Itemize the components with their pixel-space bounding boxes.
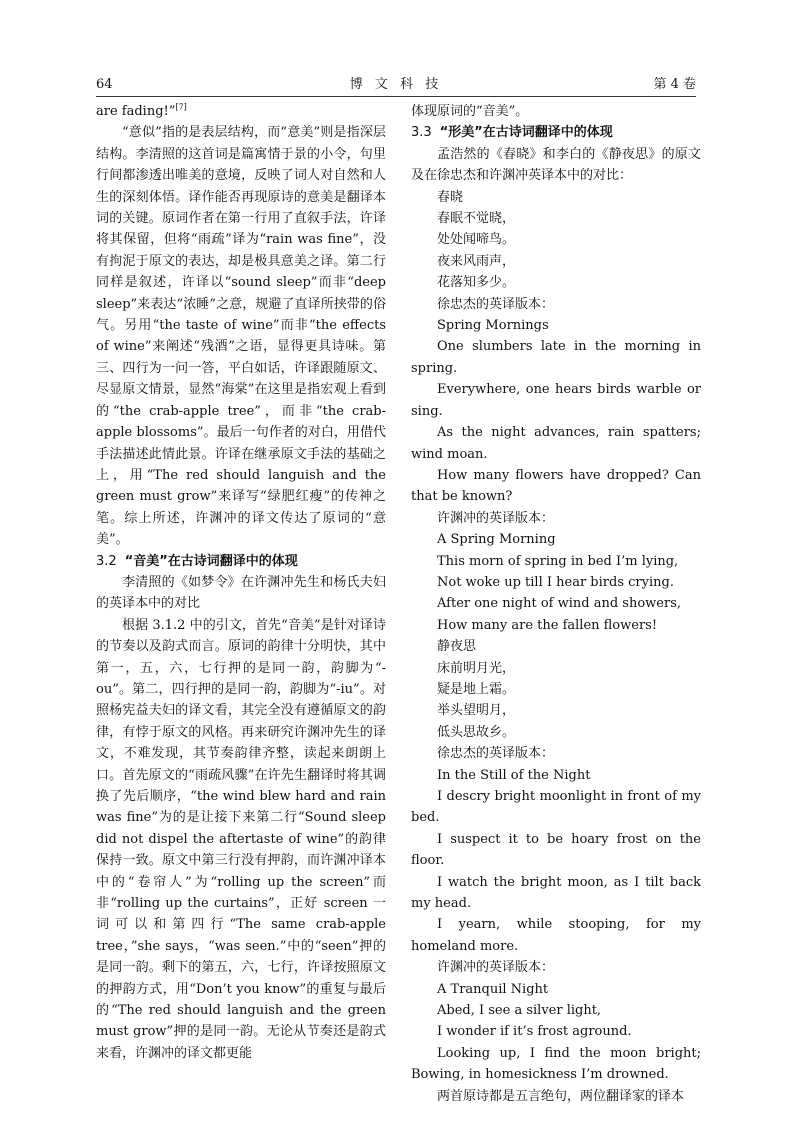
translation-line: How many flowers have dropped? Can that be known? — [411, 467, 701, 505]
translation-line: One slumbers late in the morning in spring. — [411, 339, 701, 376]
translation-line: This morn of spring in bed I’m lying, — [437, 553, 679, 569]
paragraph-poems-intro: 孟浩然的《春晓》和李白的《静夜思》的原文及在徐忠杰和许渊冲英译本中的对比： — [411, 146, 701, 184]
paragraph-continuation: 体现原词的“音美”。 — [411, 104, 529, 119]
poem-line: 夜来风雨声， — [437, 253, 516, 269]
poem-line: 处处闻啼鸟。 — [437, 232, 516, 248]
section-number: 3.3 — [411, 125, 432, 141]
section-heading-3-2 — [96, 551, 386, 572]
right-column — [411, 101, 701, 1107]
section-title: “音美”在古诗词翻译中的体现 — [124, 553, 298, 569]
translation-title: A Spring Morning — [437, 532, 556, 548]
translation-line: Not woke up till I hear birds crying. — [437, 574, 674, 590]
translation-line: Everywhere, one hears birds warble or sing. — [411, 382, 701, 419]
translation-line: How many are the fallen flowers! — [437, 617, 658, 633]
volume-number: 第 4 卷 — [653, 77, 696, 92]
paragraph-yinmei-analysis: 根据 3.1.2 中的引文，首先“音美”是针对译诗的节奏以及韵式而言。原词的韵律十分明快，其中第一，五，六，七行押的是同一韵，韵脚为“-ou”。第二，四行押的是同一韵，韵脚为“-iu”。对照杨宪益夫妇的译文看，其完全没有遵循原文的韵律，有悖于原文的风格。再来研究许渊冲先生的译文，不难发现，其节奏韵律齐整，读起来朗朗上口。首先原文的“雨疏风骤”在许先生翻译时将其调换了先后顺序，“the wind blew hard and rain was fine”为的是让接下来第二行“Sound sleep did not dispel the aftertaste of wine”的韵律保持一致。原文中第三行没有押韵，而许渊冲译本中的“卷帘人”为“rolling up the screen”而非“rolling up the curtains”，正好 screen 一词可以和第四行“The same crab-apple tree，”she says，“was seen.”中的“seen”押的是同一韵。剩下的第五，六，七行，许译按照原文的押韵方式，用“Don’t you know”的重复与最后的“The red should languish and the green must grow”押的是同一韵。无论从节奏还是韵式来看，许渊冲的译文都更能 — [96, 617, 386, 1061]
journal-title: 博 文 科 技 — [349, 77, 443, 92]
header-rule — [96, 96, 696, 97]
left-column — [96, 101, 386, 1064]
translation-line: I yearn, while stooping, for my homeland more. — [411, 917, 701, 954]
poem-title: 静夜思 — [437, 639, 477, 655]
translation-label: 许渊冲的英译版本： — [437, 960, 555, 976]
paragraph-rumengling-intro: 李清照的《如梦令》在许渊冲先生和杨氏夫妇的英译本中的对比 — [96, 574, 386, 612]
section-number: 3.2 — [96, 553, 117, 569]
translation-line: Looking up, I find the moon bright; Bowing, in homesickness I’m drowned. — [411, 1045, 701, 1083]
translation-line: After one night of wind and showers, — [437, 596, 682, 612]
translation-title: Spring Mornings — [437, 318, 549, 334]
poem-line: 举头望明月， — [437, 703, 516, 719]
citation-ref: [7] — [175, 102, 187, 112]
translation-title: In the Still of the Night — [437, 767, 591, 783]
poem-line: 疑是地上霜。 — [437, 681, 516, 697]
paragraph-continuation: are fading!”[7] — [96, 102, 187, 119]
paragraph-yimei-analysis: “意似”指的是表层结构，而“意美”则是指深层结构。李清照的这首词是篇寓情于景的小令，句里行间都渗透出唯美的意境，反映了词人对自然和人生的深刻体悟。译作能否再现原诗的意美是翻译本词的关键。原词作者在第一行用了直叙手法，许译将其保留，但将“雨疏”译为“rain was fine”，没有拘泥于原文的表达，却是极具意美之译。第二行同样是叙述，许译以“sound sleep”而非“deep sleep”来表达“浓睡”之意，规避了直译所挟带的俗气。另用“the taste of wine”而非“the effects of wine”来阐述“残酒”之语，显得更具诗味。第三、四行为一问一答，平白如话，许译跟随原文、尽显原文情景，显然“海棠”在这里是指宏观上看到的“the crab-apple tree”，而非“the crab-apple blossoms”。最后一句作者的对白，用借代手法描述此情此景。许译在继承原文手法的基础之上，用“The red should languish and the green must grow”来译写“绿肥红瘦”的传神之笔。综上所述，许渊冲的译文传达了原词的“意美”。 — [96, 125, 386, 548]
poem-line: 花落知多少。 — [437, 275, 516, 291]
translation-line: I watch the bright moon, as I tilt back my head. — [411, 874, 701, 912]
translation-line: As the night advances, rain spatters; wind moan. — [411, 425, 701, 462]
poem-title: 春晓 — [437, 189, 464, 205]
paragraph-xingmei-analysis: 两首原诗都是五言绝句，两位翻译家的译本 — [437, 1088, 685, 1104]
poem-line: 春眠不觉晓， — [437, 211, 516, 227]
translation-line: I descry bright moonlight in front of my bed. — [411, 789, 701, 826]
translation-label: 徐忠杰的英译版本： — [437, 296, 555, 312]
section-title: “形美”在古诗词翻译中的体现 — [439, 125, 613, 141]
poem-line: 低头思故乡。 — [437, 724, 516, 740]
translation-label: 徐忠杰的英译版本： — [437, 746, 555, 762]
page-number: 64 — [96, 77, 113, 92]
translation-line: Abed, I see a silver light, — [437, 1003, 602, 1019]
running-header — [96, 76, 696, 94]
translation-title: A Tranquil Night — [437, 981, 549, 997]
translation-line: I wonder if it’s frost aground. — [437, 1024, 632, 1040]
translation-label: 许渊冲的英译版本： — [437, 510, 555, 526]
translation-line: I suspect it to be hoary frost on the floor. — [411, 831, 701, 869]
section-heading-3-3 — [411, 122, 701, 143]
poem-line: 床前明月光， — [437, 660, 516, 676]
